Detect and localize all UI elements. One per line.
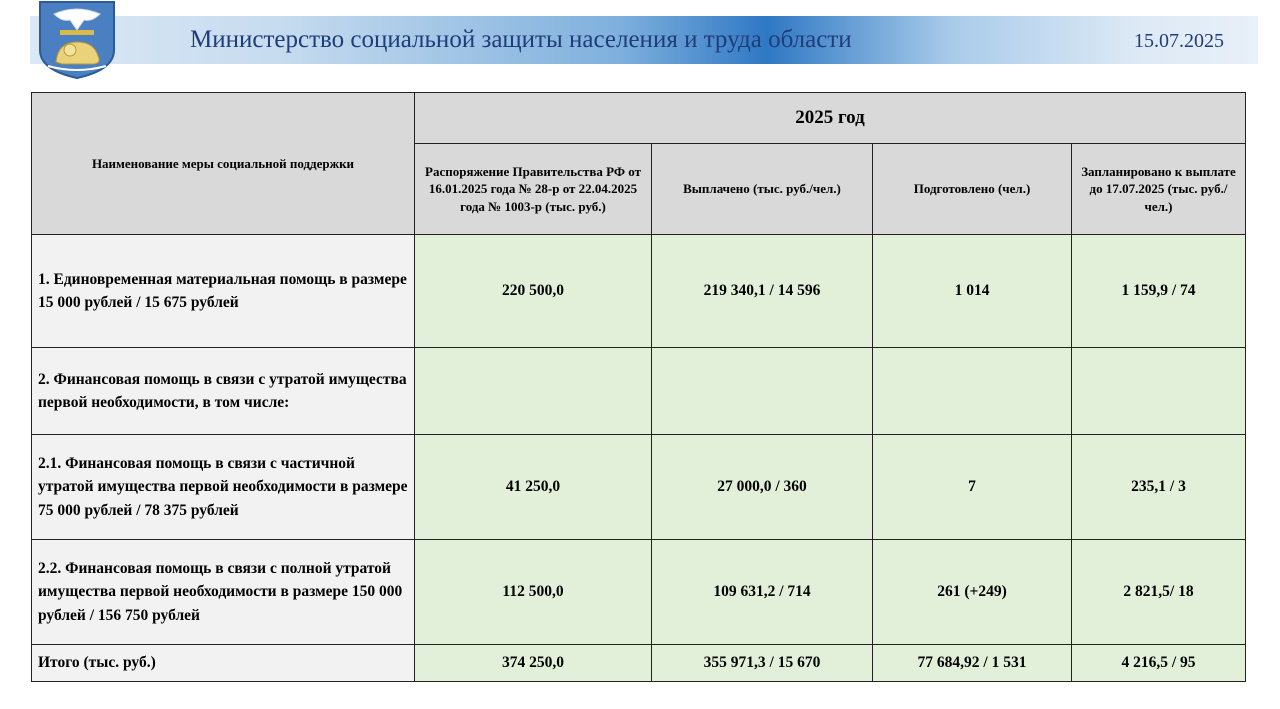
paid-cell: 27 000,0 / 360 <box>652 435 873 540</box>
document-date: 15.07.2025 <box>1134 30 1224 52</box>
paid-cell: 219 340,1 / 14 596 <box>652 235 873 348</box>
row-label: Итого (тыс. руб.) <box>32 645 415 682</box>
row-label: 2.1. Финансовая помощь в связи с частичной утратой имущества первой необходимости в размере 75 000 рублей / 78 375 рублей <box>32 435 415 540</box>
order-cell <box>415 348 652 435</box>
planned-cell: 1 159,9 / 74 <box>1072 235 1246 348</box>
planned-cell: 235,1 / 3 <box>1072 435 1246 540</box>
table-row <box>32 235 1246 348</box>
order-cell: 220 500,0 <box>415 235 652 348</box>
table-row <box>32 348 1246 435</box>
row-label: 2. Финансовая помощь в связи с утратой имущества первой необходимости, в том числе: <box>32 348 415 435</box>
prepared-header: Подготовлено (чел.) <box>873 144 1072 235</box>
ministry-title: Министерство социальной защиты населения и труда области <box>190 26 852 53</box>
order-cell: 374 250,0 <box>415 645 652 682</box>
measure-name-header: Наименование меры социальной поддержки <box>32 93 415 235</box>
prepared-cell: 261 (+249) <box>873 540 1072 645</box>
prepared-cell: 7 <box>873 435 1072 540</box>
order-header: Распоряжение Правительства РФ от 16.01.2025 года № 28-р от 22.04.2025 года № 1003-р (тыс. руб.) <box>415 144 652 235</box>
prepared-cell <box>873 348 1072 435</box>
prepared-cell: 77 684,92 / 1 531 <box>873 645 1072 682</box>
planned-header: Запланировано к выплате до 17.07.2025 (тыс. руб./чел.) <box>1072 144 1246 235</box>
order-cell: 112 500,0 <box>415 540 652 645</box>
row-label: 1. Единовременная материальная помощь в размере 15 000 рублей / 15 675 рублей <box>32 235 415 348</box>
table-row-total <box>32 645 1246 682</box>
planned-cell: 2 821,5/ 18 <box>1072 540 1246 645</box>
order-cell: 41 250,0 <box>415 435 652 540</box>
paid-header: Выплачено (тыс. руб./чел.) <box>652 144 873 235</box>
paid-cell <box>652 348 873 435</box>
paid-cell: 109 631,2 / 714 <box>652 540 873 645</box>
table-row <box>32 435 1246 540</box>
table-row <box>32 540 1246 645</box>
year-header: 2025 год <box>415 93 1246 144</box>
row-label: 2.2. Финансовая помощь в связи с полной утратой имущества первой необходимости в размере 150 000 рублей / 156 750 рублей <box>32 540 415 645</box>
paid-cell: 355 971,3 / 15 670 <box>652 645 873 682</box>
coat-of-arms-icon <box>32 0 122 80</box>
prepared-cell: 1 014 <box>873 235 1072 348</box>
support-measures-table <box>31 92 1246 682</box>
planned-cell: 4 216,5 / 95 <box>1072 645 1246 682</box>
planned-cell <box>1072 348 1246 435</box>
